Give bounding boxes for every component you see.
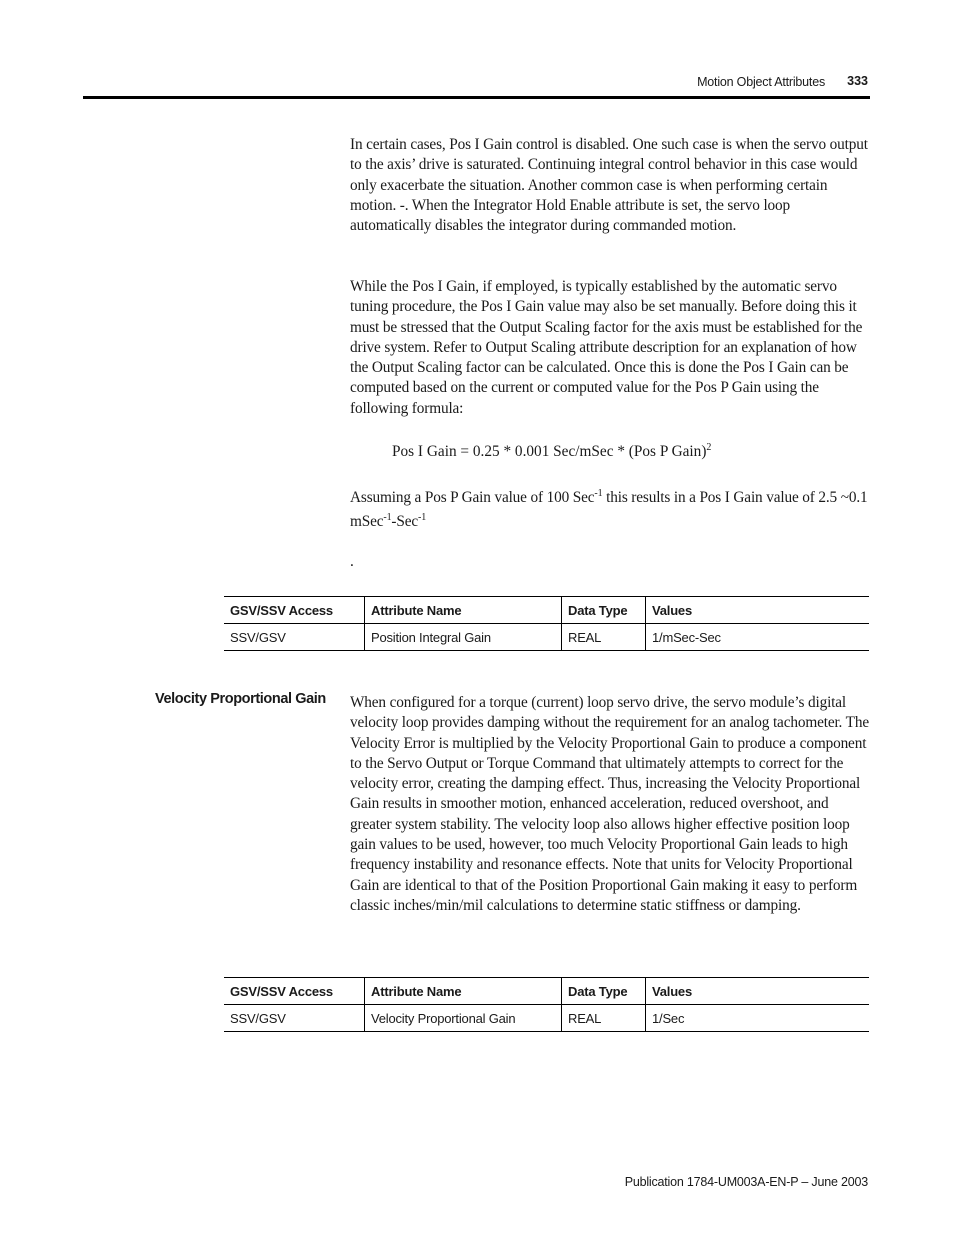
cell-values: 1/Sec (646, 1005, 870, 1032)
column-header-attribute-name: Attribute Name (365, 978, 562, 1005)
cell-values: 1/mSec-Sec (646, 624, 870, 651)
example-sup-1: -1 (594, 488, 603, 499)
example-sup-2: -1 (383, 512, 392, 523)
cell-access: SSV/GSV (224, 1005, 365, 1032)
table-header-row (224, 597, 869, 624)
running-header-section: Motion Object Attributes (697, 75, 825, 89)
example-text-b: this results in a Pos I Gain value of 2.5 ~0.1 mSec (350, 489, 868, 530)
column-header-values: Values (646, 597, 870, 624)
page-number: 333 (847, 74, 868, 88)
column-header-access: GSV/SSV Access (224, 978, 365, 1005)
stray-period: . (350, 553, 354, 570)
column-header-data-type: Data Type (562, 597, 646, 624)
table-row (224, 624, 869, 651)
cell-access: SSV/GSV (224, 624, 365, 651)
attribute-table-position-integral-gain (224, 596, 869, 651)
example-text-a: Assuming a Pos P Gain value of 100 Sec (350, 489, 595, 506)
formula-exponent: 2 (706, 442, 712, 453)
publication-footer: Publication 1784-UM003A-EN-P – June 2003 (624, 1175, 868, 1189)
attribute-table-velocity-proportional-gain (224, 977, 869, 1032)
column-header-attribute-name: Attribute Name (365, 597, 562, 624)
cell-attribute-name: Velocity Proportional Gain (365, 1005, 562, 1032)
paragraph-manual-setting: While the Pos I Gain, if employed, is typically established by the automatic servo tuning procedure, the Pos I Gain value may also be set manually. Before doing this it must be stressed that the Output Scaling factor for the axis must be established for the drive system. Refer to Output Scaling attribute description for an explanation of how the Output Scaling factor can be calculated. Once this is done the Pos I Gain can be computed based on the current or computed value for the Pos P Gain using the following formula: (350, 278, 863, 417)
header-rule (83, 96, 870, 99)
formula (392, 441, 711, 463)
column-header-values: Values (646, 978, 870, 1005)
column-header-data-type: Data Type (562, 978, 646, 1005)
paragraph-integrator-disabled: In certain cases, Pos I Gain control is disabled. One such case is when the servo output to the axis’ drive is saturated. Continuing integral control behavior in this case would only exacerbate the situation. Another common case is when performing certain motion. -. When the Integrator Hold Enable attribute is set, the servo loop automatically disables the integrator during commanded motion. (350, 136, 868, 235)
column-header-access: GSV/SSV Access (224, 597, 365, 624)
example-text-c: -Sec (391, 513, 419, 530)
cell-data-type: REAL (562, 624, 646, 651)
table-row (224, 1005, 869, 1032)
example-sup-3: -1 (418, 512, 427, 523)
paragraph-velocity-proportional-gain: When configured for a torque (current) loop servo drive, the servo module’s digital velocity loop provides damping without the requirement for an analog tachometer. The Velocity Error is multiplied by the Velocity Proportional Gain to produce a component to the Servo Output or Torque Command that ultimately attempts to correct for the velocity error, creating the damping effect. Thus, increasing the Velocity Proportional Gain results in smoother motion, enhanced acceleration, reduced overshoot, and greater system stability. The velocity loop also allows higher effective position loop gain values to be used, however, too much Velocity Proportional Gain leads to high frequency instability and resonance effects. Note that units for Velocity Proportional Gain are identical to that of the Position Proportional Gain making it easy to perform classic inches/min/mil calculations to determine static stiffness or damping. (350, 694, 869, 914)
section-heading-velocity-proportional-gain: Velocity Proportional Gain (155, 691, 326, 707)
paragraph-example (350, 486, 875, 534)
cell-attribute-name: Position Integral Gain (365, 624, 562, 651)
cell-data-type: REAL (562, 1005, 646, 1032)
formula-text: Pos I Gain = 0.25 * 0.001 Sec/mSec * (Pos P Gain) (392, 443, 707, 460)
table-header-row (224, 978, 869, 1005)
